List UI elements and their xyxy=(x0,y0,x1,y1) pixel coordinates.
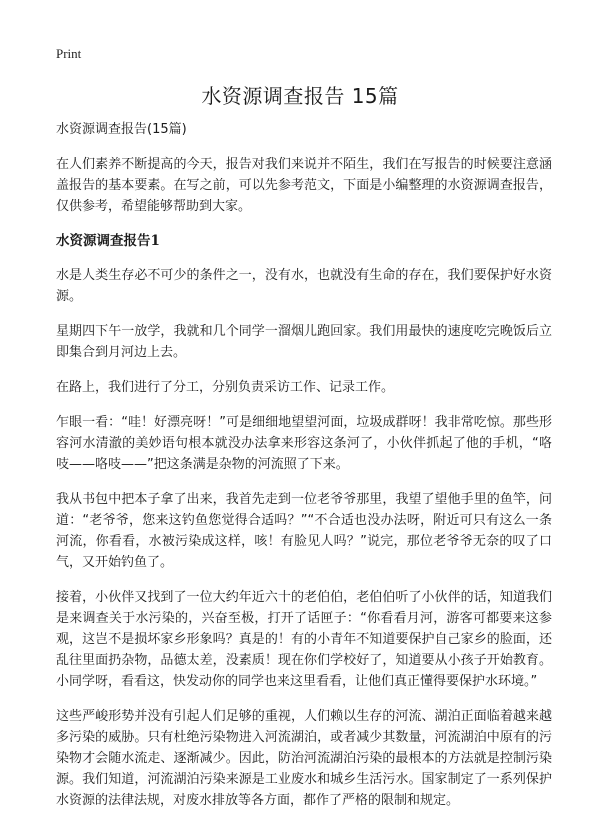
paragraph: 这些严峻形势并没有引起人们足够的重视，人们赖以生存的河流、湖泊正面临着越来越多污染的威胁。只有杜绝污染物进入河流湖泊，或者减少其数量，河流湖泊中原有的污染物才会随水流走、逐渐减少。因此，防治河流湖泊污染的最根本的方法就是控制污染源。我们知道，河流湖泊污染来源是工业废水和城乡生活污水。国家制定了一系列保护水资源的法律法规，对废水排放等各方面，都作了严格的限制和规定。 xyxy=(56,709,552,808)
paragraph: 接着，小伙伴又找到了一位大约年近六十的老伯伯，老伯伯听了小伙伴的话，知道我们是来调查关于水污染的，兴奋至极，打开了话匣子：“你看看月河，游客可都要来这参观，这岂不是损坏家乡形象吗？真是的！有的小青年不知道要保护自己家乡的脸面，还乱往里面扔杂物，品德太差，没素质！现在你们学校好了，知道要从小孩子开始教育。小同学呀，看看这，快发动你的同学也来这里看看，让他们真正懂得要保护水环境。” xyxy=(56,590,552,689)
page-title: 水资源调查报告 15篇 xyxy=(201,84,399,108)
document-body xyxy=(56,120,552,825)
print-link[interactable]: Print xyxy=(56,46,82,61)
document-subtitle: 水资源调查报告(15篇) xyxy=(56,122,187,137)
intro-paragraph: 在人们素养不断提高的今天，报告对我们来说并不陌生，我们在写报告的时候要注意涵盖报告的基本要素。在写之前，可以先参考范文，下面是小编整理的水资源调查报告，仅供参考，希望能够帮助到大家。 xyxy=(56,157,552,214)
paragraph: 我从书包中把本子拿了出来，我首先走到一位老爷爷那里，我望了望他手里的鱼竿，问道：“老爷爷，您来这钓鱼您觉得合适吗？”“不合适也没办法呀，附近可只有这么一条河流，你看看，水被污染成这样，咳！有脸见人吗？”说完，那位老爷爷无奈的叹了口气，又开始钓鱼了。 xyxy=(56,492,552,570)
paragraph: 水是人类生存必不可少的条件之一，没有水，也就没有生命的存在，我们要保护好水资源。 xyxy=(56,268,552,304)
paragraph: 星期四下午一放学，我就和几个同学一溜烟儿跑回家。我们用最快的速度吃完晚饭后立即集合到月河边上去。 xyxy=(56,324,552,360)
paragraph: 在路上，我们进行了分工，分别负责采访工作、记录工作。 xyxy=(56,380,395,395)
paragraph: 乍眼一看：“哇！好漂亮呀！”可是细细地望望河面，垃圾成群呀！我非常吃惊。那些形容河水清澈的美妙语句根本就没办法拿来形容这条河了，小伙伴抓起了他的手机，“咯吱——咯吱——”把这条满是杂物的河流照了下来。 xyxy=(56,415,552,472)
section-heading: 水资源调查报告1 xyxy=(56,233,160,249)
